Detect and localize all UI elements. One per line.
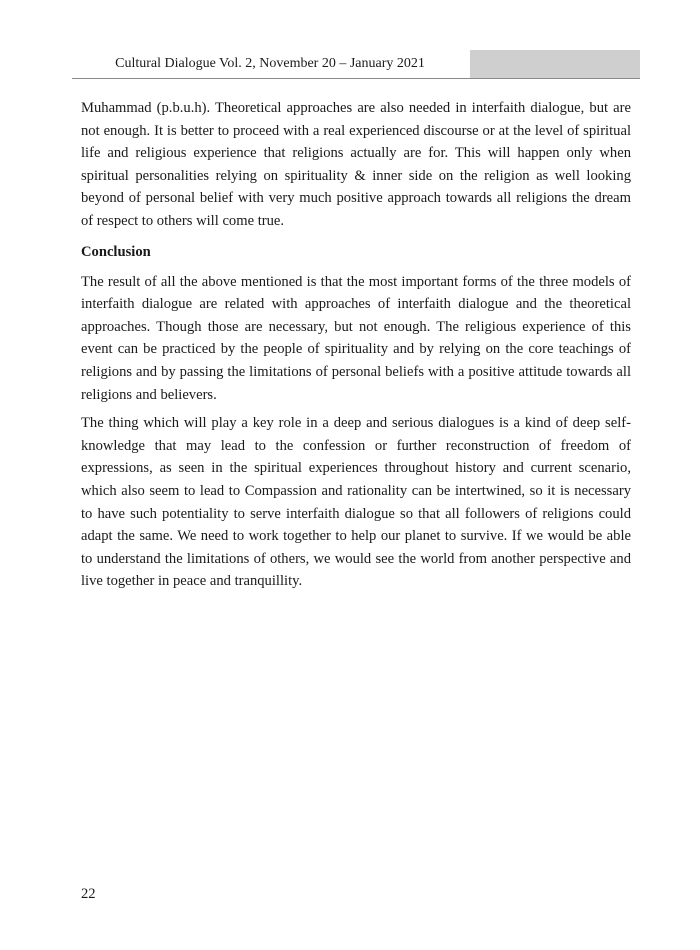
page-number: 22 (81, 886, 96, 902)
body-paragraph: Muhammad (p.b.u.h). Theoretical approaches are also needed in interfaith dialogue, but are not enough. It is better to proceed with a real experienced discourse or at the level of spiritual life and religious experience that religions actually are for. This will happen only when spiritual personalities relying on spirituality & inner side on the religion as well looking beyond of personal belief with very much positive approach towards all religions the dream of respect to others will come true. (81, 100, 631, 229)
body-paragraph: The result of all the above mentioned is that the most important forms of the three models of interfaith dialogue are related with approaches of interfaith dialogue and the theoretical approaches. Though those are necessary, but not enough. The religious experience of this event can be practiced by the people of spirituality and by relying on the core teachings of religions and by passing the limitations of personal beliefs with a positive attitude towards all religions and believers. (81, 273, 631, 403)
body-paragraph: The thing which will play a key role in a deep and serious dialogues is a kind of deep self-knowledge that may lead to the confession or further reconstruction of freedom of expressions, as seen in the spiritual experiences throughout history and current scenario, which also seem to lead to Compassion and rationality can be intertwined, so it is necessary to have such potentiality to serve interfaith dialogue so that all followers of religions could adapt the same. We need to work together to help our planet to survive. If we would be able to understand the limitations of others, we would see the world from another perspective and live together in peace and tranquillity. (81, 415, 631, 590)
journal-title: Cultural Dialogue Vol. 2, November 20 – January 2021 (115, 56, 425, 71)
page-body (81, 97, 631, 593)
header-shaded-bar (470, 50, 640, 78)
running-header (72, 50, 640, 79)
section-heading: Conclusion (81, 243, 151, 260)
